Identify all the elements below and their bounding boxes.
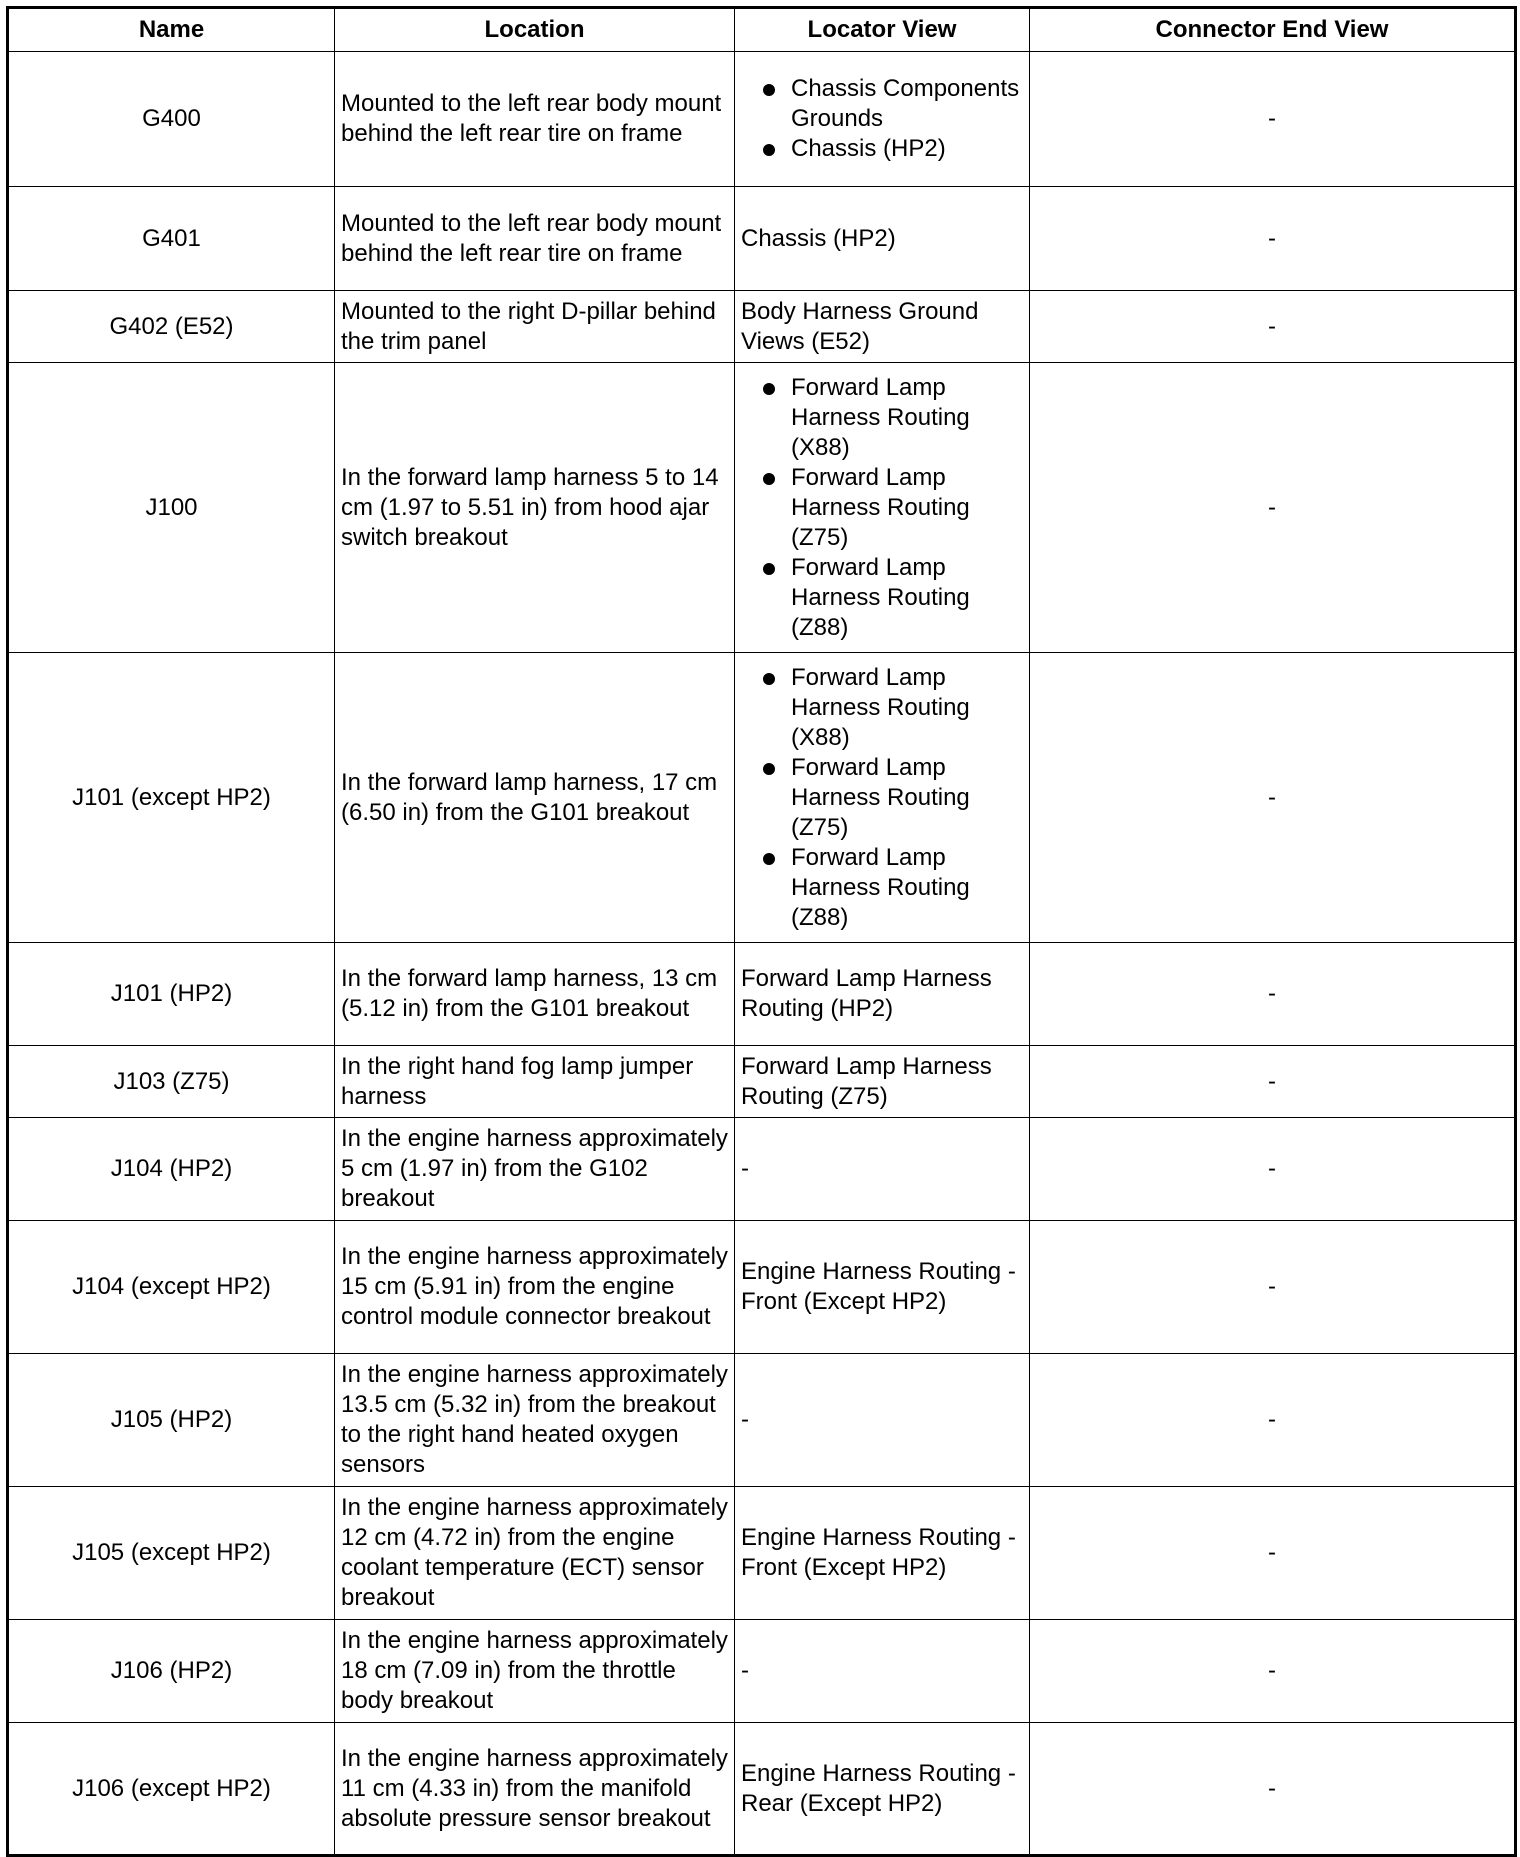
cell-name: J106 (HP2): [8, 1620, 335, 1723]
cell-name: J104 (except HP2): [8, 1221, 335, 1354]
cell-name: J103 (Z75): [8, 1046, 335, 1118]
cell-name: G401: [8, 187, 335, 291]
cell-location: In the right hand fog lamp jumper harness: [335, 1046, 735, 1118]
cell-location: In the engine harness approximately 13.5 cm (5.32 in) from the breakout to the right hand heated oxygen sensors: [335, 1354, 735, 1487]
cell-locator-view: Forward Lamp Harness Routing (Z75): [735, 1046, 1030, 1118]
cell-connector-end-view: -: [1030, 1723, 1516, 1856]
header-location: Location: [335, 8, 735, 52]
header-connector-end-view: Connector End View: [1030, 8, 1516, 52]
cell-location: In the engine harness approximately 11 cm (4.33 in) from the manifold absolute pressure sensor breakout: [335, 1723, 735, 1856]
cell-connector-end-view: -: [1030, 653, 1516, 943]
cell-connector-end-view: -: [1030, 52, 1516, 187]
table-row: [8, 187, 1516, 291]
cell-locator-view: Forward Lamp Harness Routing (HP2): [735, 943, 1030, 1046]
table-row: [8, 943, 1516, 1046]
cell-name: G402 (E52): [8, 291, 335, 363]
cell-locator-view: [735, 52, 1030, 187]
locator-link[interactable]: Forward Lamp Harness Routing (Z88): [791, 843, 1023, 933]
table-row: [8, 1620, 1516, 1723]
cell-name: J105 (HP2): [8, 1354, 335, 1487]
locator-list: [741, 373, 1023, 643]
cell-connector-end-view: -: [1030, 291, 1516, 363]
cell-name: J104 (HP2): [8, 1118, 335, 1221]
cell-location: In the forward lamp harness, 13 cm (5.12 in) from the G101 breakout: [335, 943, 735, 1046]
cell-locator-view: [735, 363, 1030, 653]
table-row: [8, 1118, 1516, 1221]
cell-connector-end-view: -: [1030, 1487, 1516, 1620]
cell-locator-view: -: [735, 1354, 1030, 1487]
cell-connector-end-view: -: [1030, 1118, 1516, 1221]
locator-list: [741, 663, 1023, 933]
locator-link[interactable]: Forward Lamp Harness Routing (Z75): [791, 463, 1023, 553]
cell-connector-end-view: -: [1030, 363, 1516, 653]
header-locator-view: Locator View: [735, 8, 1030, 52]
cell-location: In the engine harness approximately 18 cm (7.09 in) from the throttle body breakout: [335, 1620, 735, 1723]
cell-connector-end-view: -: [1030, 943, 1516, 1046]
cell-connector-end-view: -: [1030, 1221, 1516, 1354]
locator-link[interactable]: Forward Lamp Harness Routing (Z75): [791, 753, 1023, 843]
cell-name: J101 (except HP2): [8, 653, 335, 943]
cell-locator-view: [735, 653, 1030, 943]
locator-link[interactable]: Chassis Components Grounds: [791, 74, 1023, 134]
cell-locator-view: Engine Harness Routing - Front (Except HP2): [735, 1221, 1030, 1354]
cell-location: In the engine harness approximately 15 cm (5.91 in) from the engine control module connector breakout: [335, 1221, 735, 1354]
locator-link[interactable]: Forward Lamp Harness Routing (X88): [791, 663, 1023, 753]
cell-connector-end-view: -: [1030, 1620, 1516, 1723]
cell-locator-view: -: [735, 1118, 1030, 1221]
cell-name: J105 (except HP2): [8, 1487, 335, 1620]
cell-connector-end-view: -: [1030, 1046, 1516, 1118]
table-row: [8, 1487, 1516, 1620]
cell-name: J106 (except HP2): [8, 1723, 335, 1856]
locator-list: [741, 74, 1023, 164]
cell-name: G400: [8, 52, 335, 187]
cell-locator-view: Engine Harness Routing - Rear (Except HP2): [735, 1723, 1030, 1856]
header-name: Name: [8, 8, 335, 52]
cell-location: In the engine harness approximately 5 cm (1.97 in) from the G102 breakout: [335, 1118, 735, 1221]
header-row: [8, 8, 1516, 52]
cell-location: Mounted to the left rear body mount behind the left rear tire on frame: [335, 52, 735, 187]
locator-link[interactable]: Forward Lamp Harness Routing (X88): [791, 373, 1023, 463]
table-row: [8, 52, 1516, 187]
cell-name: J100: [8, 363, 335, 653]
connector-table: [6, 6, 1517, 1857]
cell-name: J101 (HP2): [8, 943, 335, 1046]
cell-connector-end-view: -: [1030, 187, 1516, 291]
cell-locator-view: Body Harness Ground Views (E52): [735, 291, 1030, 363]
cell-location: In the forward lamp harness 5 to 14 cm (1.97 to 5.51 in) from hood ajar switch breakout: [335, 363, 735, 653]
locator-link[interactable]: Forward Lamp Harness Routing (Z88): [791, 553, 1023, 643]
locator-link[interactable]: Chassis (HP2): [791, 134, 1023, 164]
cell-location: In the forward lamp harness, 17 cm (6.50 in) from the G101 breakout: [335, 653, 735, 943]
table-row: [8, 291, 1516, 363]
cell-locator-view: -: [735, 1620, 1030, 1723]
cell-locator-view: Engine Harness Routing - Front (Except HP2): [735, 1487, 1030, 1620]
cell-locator-view: Chassis (HP2): [735, 187, 1030, 291]
table-row: [8, 653, 1516, 943]
table-row: [8, 1354, 1516, 1487]
table-row: [8, 1221, 1516, 1354]
table-row: [8, 1723, 1516, 1856]
table-row: [8, 363, 1516, 653]
cell-location: Mounted to the left rear body mount behind the left rear tire on frame: [335, 187, 735, 291]
cell-connector-end-view: -: [1030, 1354, 1516, 1487]
table-row: [8, 1046, 1516, 1118]
cell-location: Mounted to the right D-pillar behind the trim panel: [335, 291, 735, 363]
cell-location: In the engine harness approximately 12 cm (4.72 in) from the engine coolant temperature (ECT) sensor breakout: [335, 1487, 735, 1620]
